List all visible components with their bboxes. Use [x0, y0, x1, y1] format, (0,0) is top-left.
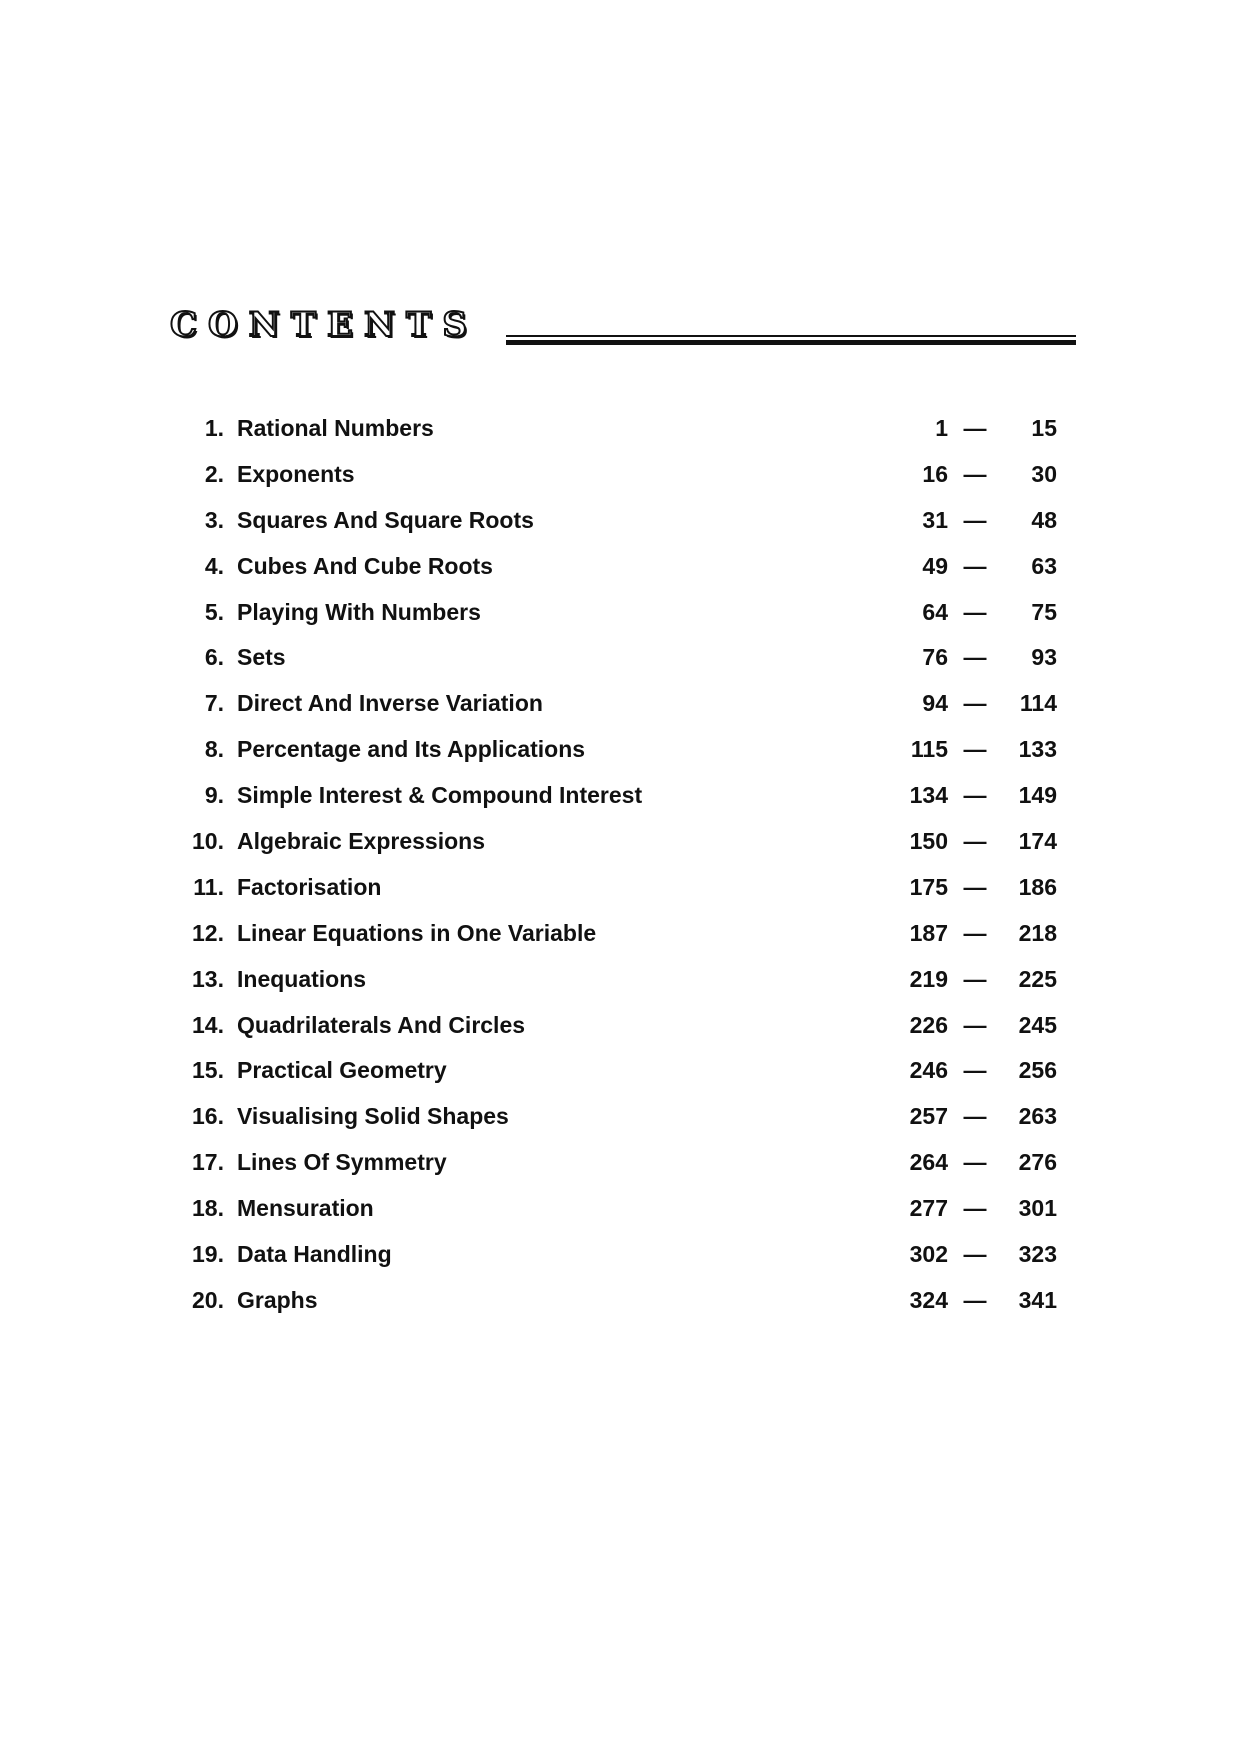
chapter-title: Percentage and Its Applications [237, 736, 586, 763]
toc-row [180, 1102, 1060, 1148]
page-start: 16 [922, 460, 948, 487]
page-end: 149 [1018, 782, 1057, 809]
title-rule [506, 335, 1076, 345]
page-range-dash: — [963, 506, 987, 533]
page-start: 134 [909, 782, 948, 809]
chapter-number: 18. [192, 1195, 224, 1222]
toc-row [180, 689, 1060, 735]
page-range-dash: — [963, 1286, 987, 1313]
page-end: 323 [1018, 1241, 1057, 1268]
page-start: 115 [910, 736, 948, 763]
toc-row [180, 781, 1060, 827]
page-range-dash: — [963, 1011, 987, 1038]
page-range-dash: — [963, 415, 987, 441]
chapter-title: Lines Of Symmetry [237, 1149, 447, 1176]
chapter-title: Data Handling [237, 1241, 392, 1268]
toc-row [180, 827, 1060, 873]
toc-row [180, 552, 1060, 598]
toc-row [180, 873, 1060, 919]
page-end: 30 [1031, 460, 1057, 487]
chapter-title: Simple Interest & Compound Interest [237, 782, 643, 809]
page-range-dash: — [963, 1241, 987, 1268]
chapter-number: 3. [204, 506, 224, 533]
chapter-title: Exponents [237, 460, 355, 487]
page-start: 219 [909, 965, 948, 992]
page-start: 49 [922, 552, 948, 579]
chapter-number: 11. [193, 873, 224, 900]
page-range-dash: — [963, 919, 987, 946]
page-end: 174 [1018, 828, 1057, 855]
chapter-number: 2. [204, 460, 224, 487]
page-range-dash: — [963, 828, 987, 855]
toc-row [180, 1286, 1060, 1332]
toc-row [180, 1056, 1060, 1102]
toc-row [180, 1011, 1060, 1057]
page-end: 276 [1018, 1149, 1057, 1176]
chapter-number: 6. [204, 644, 224, 671]
page-start: 277 [909, 1195, 948, 1222]
page-end: 341 [1018, 1286, 1057, 1313]
chapter-number: 5. [204, 598, 224, 625]
chapter-number: 12. [192, 919, 224, 946]
chapter-title: Direct And Inverse Variation [237, 690, 543, 717]
page-range-dash: — [963, 598, 987, 625]
table-of-contents [180, 414, 1060, 1332]
page-range-dash: — [963, 736, 987, 763]
toc-row [180, 506, 1060, 552]
chapter-title: Quadrilaterals And Circles [237, 1011, 526, 1038]
chapter-number: 20. [192, 1286, 224, 1313]
page-start: 257 [909, 1103, 948, 1130]
page-end: 133 [1018, 736, 1057, 763]
page-title: CONTENTS [170, 305, 478, 345]
contents-header [170, 305, 1080, 355]
toc-row [180, 1194, 1060, 1240]
toc-row [180, 965, 1060, 1011]
chapter-number: 10. [192, 828, 224, 855]
page-start: 76 [922, 644, 948, 671]
chapter-title: Factorisation [237, 873, 382, 900]
toc-row [180, 1148, 1060, 1194]
chapter-number: 8. [204, 736, 224, 763]
chapter-number: 13. [192, 965, 224, 992]
page-range-dash: — [963, 1057, 987, 1084]
page-start: 31 [922, 506, 948, 533]
page-end: 218 [1018, 919, 1057, 946]
chapter-number: 17. [192, 1149, 224, 1176]
page-range-dash: — [963, 460, 987, 487]
page-end: 245 [1018, 1011, 1057, 1038]
page-end: 15 [1031, 415, 1057, 441]
chapter-title: Mensuration [237, 1195, 374, 1222]
chapter-title: Visualising Solid Shapes [237, 1103, 509, 1130]
page-range-dash: — [963, 965, 987, 992]
title-rule-thin-line [506, 335, 1076, 337]
chapter-number: 1. [204, 415, 224, 441]
page-end: 75 [1031, 598, 1057, 625]
chapter-number: 16. [192, 1103, 224, 1130]
toc-row [180, 598, 1060, 644]
page-start: 150 [909, 828, 948, 855]
toc-row [180, 460, 1060, 506]
page-start: 324 [909, 1286, 948, 1313]
page-end: 263 [1018, 1103, 1057, 1130]
chapter-title: Graphs [237, 1286, 318, 1313]
page-end: 48 [1031, 506, 1057, 533]
page-range-dash: — [963, 690, 987, 717]
page-range-dash: — [963, 1149, 987, 1176]
page-end: 114 [1019, 690, 1057, 717]
page-start: 1 [935, 415, 948, 441]
page-start: 187 [909, 919, 948, 946]
page-start: 302 [909, 1241, 948, 1268]
page-range-dash: — [963, 873, 987, 900]
chapter-title: Algebraic Expressions [237, 828, 485, 855]
toc-row [180, 1240, 1060, 1286]
chapter-title: Playing With Numbers [237, 598, 481, 625]
chapter-number: 4. [204, 552, 224, 579]
chapter-title: Inequations [237, 965, 367, 992]
page-range-dash: — [963, 1103, 987, 1130]
toc-row [180, 919, 1060, 965]
chapter-number: 19. [192, 1241, 224, 1268]
page-start: 246 [909, 1057, 948, 1084]
page-end: 225 [1018, 965, 1057, 992]
chapter-number: 9. [204, 782, 224, 809]
page-range-dash: — [963, 552, 987, 579]
page-start: 175 [909, 873, 948, 900]
toc-row [180, 643, 1060, 689]
chapter-title: Linear Equations in One Variable [237, 919, 597, 946]
page-range-dash: — [963, 782, 987, 809]
chapter-title: Squares And Square Roots [237, 506, 534, 533]
page-range-dash: — [963, 1195, 987, 1222]
page-range-dash: — [963, 644, 987, 671]
page-end: 63 [1031, 552, 1057, 579]
page-end: 256 [1018, 1057, 1057, 1084]
page-start: 94 [922, 690, 948, 717]
title-rule-thick-line [506, 340, 1076, 345]
chapter-number: 15. [192, 1057, 224, 1084]
page-start: 64 [922, 598, 948, 625]
chapter-number: 14. [192, 1011, 224, 1038]
toc-row [180, 414, 1060, 460]
chapter-title: Rational Numbers [237, 415, 434, 441]
toc-row [180, 735, 1060, 781]
page-end: 93 [1031, 644, 1057, 671]
chapter-title: Sets [237, 644, 286, 671]
page-start: 264 [909, 1149, 948, 1176]
page-end: 186 [1018, 873, 1057, 900]
chapter-title: Cubes And Cube Roots [237, 552, 493, 579]
chapter-title: Practical Geometry [237, 1057, 447, 1084]
page-end: 301 [1018, 1195, 1057, 1222]
page-start: 226 [909, 1011, 948, 1038]
chapter-number: 7. [204, 690, 224, 717]
